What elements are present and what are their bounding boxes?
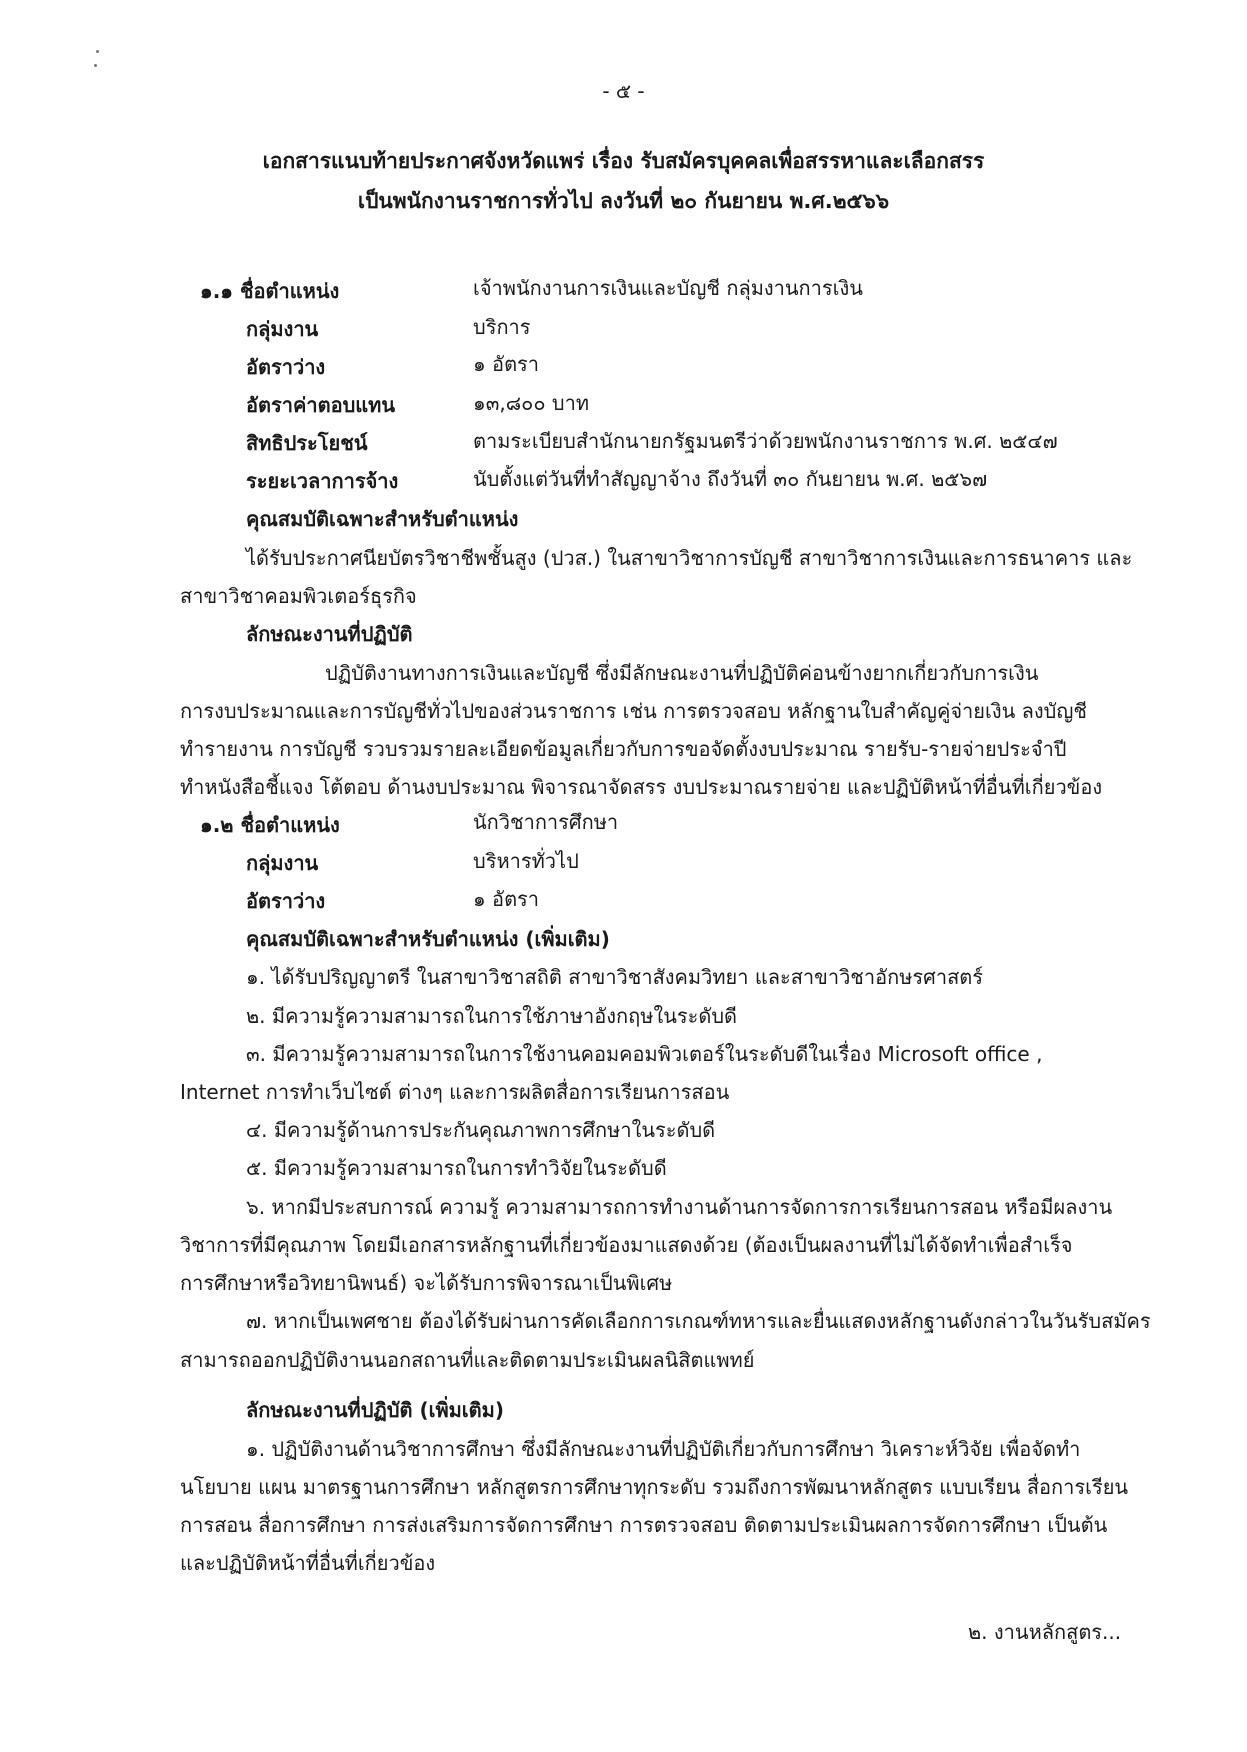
pos2-qual-item: ๓. มีความรู้ความสามารถในการใช้งานคอมคอมพิวเตอร์ในระดับดีในเรื่อง Microsoft office , — [246, 1042, 1043, 1066]
pos2-qual-item: ๗. หากเป็นเพศชาย ต้องได้รับผ่านการคัดเลือกการเกณฑ์ทหารและยื่นแสดงหลักฐานดังกล่าวในวันรับสมัคร — [246, 1309, 1151, 1333]
pos2-vacancy-value: ๑ อัตรา — [473, 887, 540, 911]
pos2-qual-heading: คุณสมบัติเฉพาะสำหรับตำแหน่ง (เพิ่มเติม) — [246, 927, 610, 951]
doc-title-line2: เป็นพนักงานราชการทั่วไป ลงวันที่ ๒๐ กันยายน พ.ศ.๒๕๖๖ — [357, 189, 890, 213]
pos2-name-label: ๑.๒ ชื่อตำแหน่ง — [200, 813, 340, 837]
pos2-qual-item: ๖. หากมีประสบการณ์ ความรู้ ความสามารถการทำงานด้านการจัดการการเรียนการสอน หรือมีผลงาน — [246, 1195, 1113, 1219]
pos1-name-label: ๑.๑ ชื่อตำแหน่ง — [200, 279, 340, 303]
pos1-duty-line: ปฏิบัติงานทางการเงินและบัญชี ซึ่งมีลักษณะงานที่ปฏิบัติค่อนข้างยากเกี่ยวกับการเงิน — [325, 661, 1039, 685]
pos1-period-label: ระยะเวลาการจ้าง — [246, 469, 399, 493]
pos1-group-label: กลุ่มงาน — [246, 317, 319, 341]
pos1-duty-line: ทำรายงาน การบัญชี รวบรวมรายละเอียดข้อมูลเกี่ยวกับการขอจัดตั้งงบประมาณ รายรับ-รายจ่ายประจำปี — [180, 737, 1067, 761]
pos1-vacancy-value: ๑ อัตรา — [473, 352, 540, 376]
pos1-period-value: นับตั้งแต่วันที่ทำสัญญาจ้าง ถึงวันที่ ๓๐ กันยายน พ.ศ. ๒๕๖๗ — [473, 467, 988, 491]
pos2-qual-item: สามารถออกปฏิบัติงานนอกสถานที่และติดตามประเมินผลนิสิตแพทย์ — [180, 1348, 755, 1372]
continuation-marker: ๒. งานหลักสูตร... — [968, 1620, 1122, 1644]
pos1-vacancy-label: อัตราว่าง — [246, 355, 326, 379]
pos2-duty-line: นโยบาย แผน มาตรฐานการศึกษา หลักสูตรการศึกษาทุกระดับ รวมถึงการพัฒนาหลักสูตร แบบเรียน สื่อการเรียน — [180, 1475, 1129, 1499]
pos1-duty-heading: ลักษณะงานที่ปฏิบัติ — [246, 622, 413, 646]
pos2-qual-item: วิชาการที่มีคุณภาพ โดยมีเอกสารหลักฐานที่เกี่ยวข้องมาแสดงด้วย (ต้องเป็นผลงานที่ไม่ได้จัดทำเพื่อสำเร็จ — [180, 1233, 1073, 1257]
pos1-duty-line: ทำหนังสือชี้แจง โต้ตอบ ด้านงบประมาณ พิจารณาจัดสรร งบประมาณรายจ่าย และปฏิบัติหน้าที่อื่นที่เกี่ยวข้อง — [180, 775, 1103, 799]
scan-speck — [94, 64, 97, 67]
scan-speck — [96, 50, 99, 53]
pos2-duty-line: และปฏิบัติหน้าที่อื่นที่เกี่ยวข้อง — [180, 1551, 436, 1575]
pos2-qual-item: การศึกษาหรือวิทยานิพนธ์) จะได้รับการพิจารณาเป็นพิเศษ — [180, 1271, 673, 1295]
pos2-qual-item: ๑. ได้รับปริญญาตรี ในสาขาวิชาสถิติ สาขาวิชาสังคมวิทยา และสาขาวิชาอักษรศาสตร์ — [246, 965, 984, 989]
pos2-group-value: บริหารทั่วไป — [473, 849, 579, 873]
pos2-vacancy-label: อัตราว่าง — [246, 889, 326, 913]
pos2-qual-item: ๕. มีความรู้ความสามารถในการทำวิจัยในระดับดี — [246, 1156, 667, 1180]
pos2-qual-item: Internet การทำเว็บไซต์ ต่างๆ และการผลิตสื่อการเรียนการสอน — [180, 1080, 730, 1104]
pos1-qual-line: ได้รับประกาศนียบัตรวิชาชีพชั้นสูง (ปวส.) ในสาขาวิชาการบัญชี สาขาวิชาการเงินและการธนาคาร และ — [246, 546, 1133, 570]
pos1-benefit-value: ตามระเบียบสำนักนายกรัฐมนตรีว่าด้วยพนักงานราชการ พ.ศ. ๒๕๔๗ — [473, 429, 1058, 453]
page-number: - ๕ - — [602, 79, 645, 103]
pos2-group-label: กลุ่มงาน — [246, 851, 319, 875]
pos1-pay-label: อัตราค่าตอบแทน — [246, 393, 396, 417]
pos1-qual-line: สาขาวิชาคอมพิวเตอร์ธุรกิจ — [180, 584, 417, 608]
pos1-duty-line: การงบประมาณและการบัญชีทั่วไปของส่วนราชการ เช่น การตรวจสอบ หลักฐานใบสำคัญคู่จ่ายเงิน ลงบัญชี — [180, 699, 1087, 723]
pos2-name-value: นักวิชาการศึกษา — [473, 810, 619, 834]
pos2-duty-line: ๑. ปฏิบัติงานด้านวิชาการศึกษา ซึ่งมีลักษณะงานที่ปฏิบัติเกี่ยวกับการศึกษา วิเคราะห์วิจัย เพื่อจัดทำ — [246, 1437, 1081, 1461]
pos1-benefit-label: สิทธิประโยชน์ — [246, 431, 368, 455]
pos1-group-value: บริการ — [473, 315, 531, 339]
pos2-qual-item: ๔. มีความรู้ด้านการประกันคุณภาพการศึกษาในระดับดี — [246, 1118, 716, 1142]
pos1-qual-heading: คุณสมบัติเฉพาะสำหรับตำแหน่ง — [246, 507, 519, 531]
pos2-duty-heading: ลักษณะงานที่ปฏิบัติ (เพิ่มเติม) — [246, 1398, 504, 1422]
pos1-name-value: เจ้าพนักงานการเงินและบัญชี กลุ่มงานการเงิน — [473, 276, 863, 300]
pos2-duty-line: การสอน สื่อการศึกษา การส่งเสริมการจัดการศึกษา การตรวจสอบ ติดตามประเมินผลการจัดการศึกษา เป็นต้น — [180, 1513, 1108, 1537]
doc-title-line1: เอกสารแนบท้ายประกาศจังหวัดแพร่ เรื่อง รับสมัครบุคคลเพื่อสรรหาและเลือกสรร — [262, 149, 985, 173]
pos1-pay-value: ๑๓,๘๐๐ บาท — [473, 391, 590, 415]
pos2-qual-item: ๒. มีความรู้ความสามารถในการใช้ภาษาอังกฤษในระดับดี — [246, 1004, 738, 1028]
